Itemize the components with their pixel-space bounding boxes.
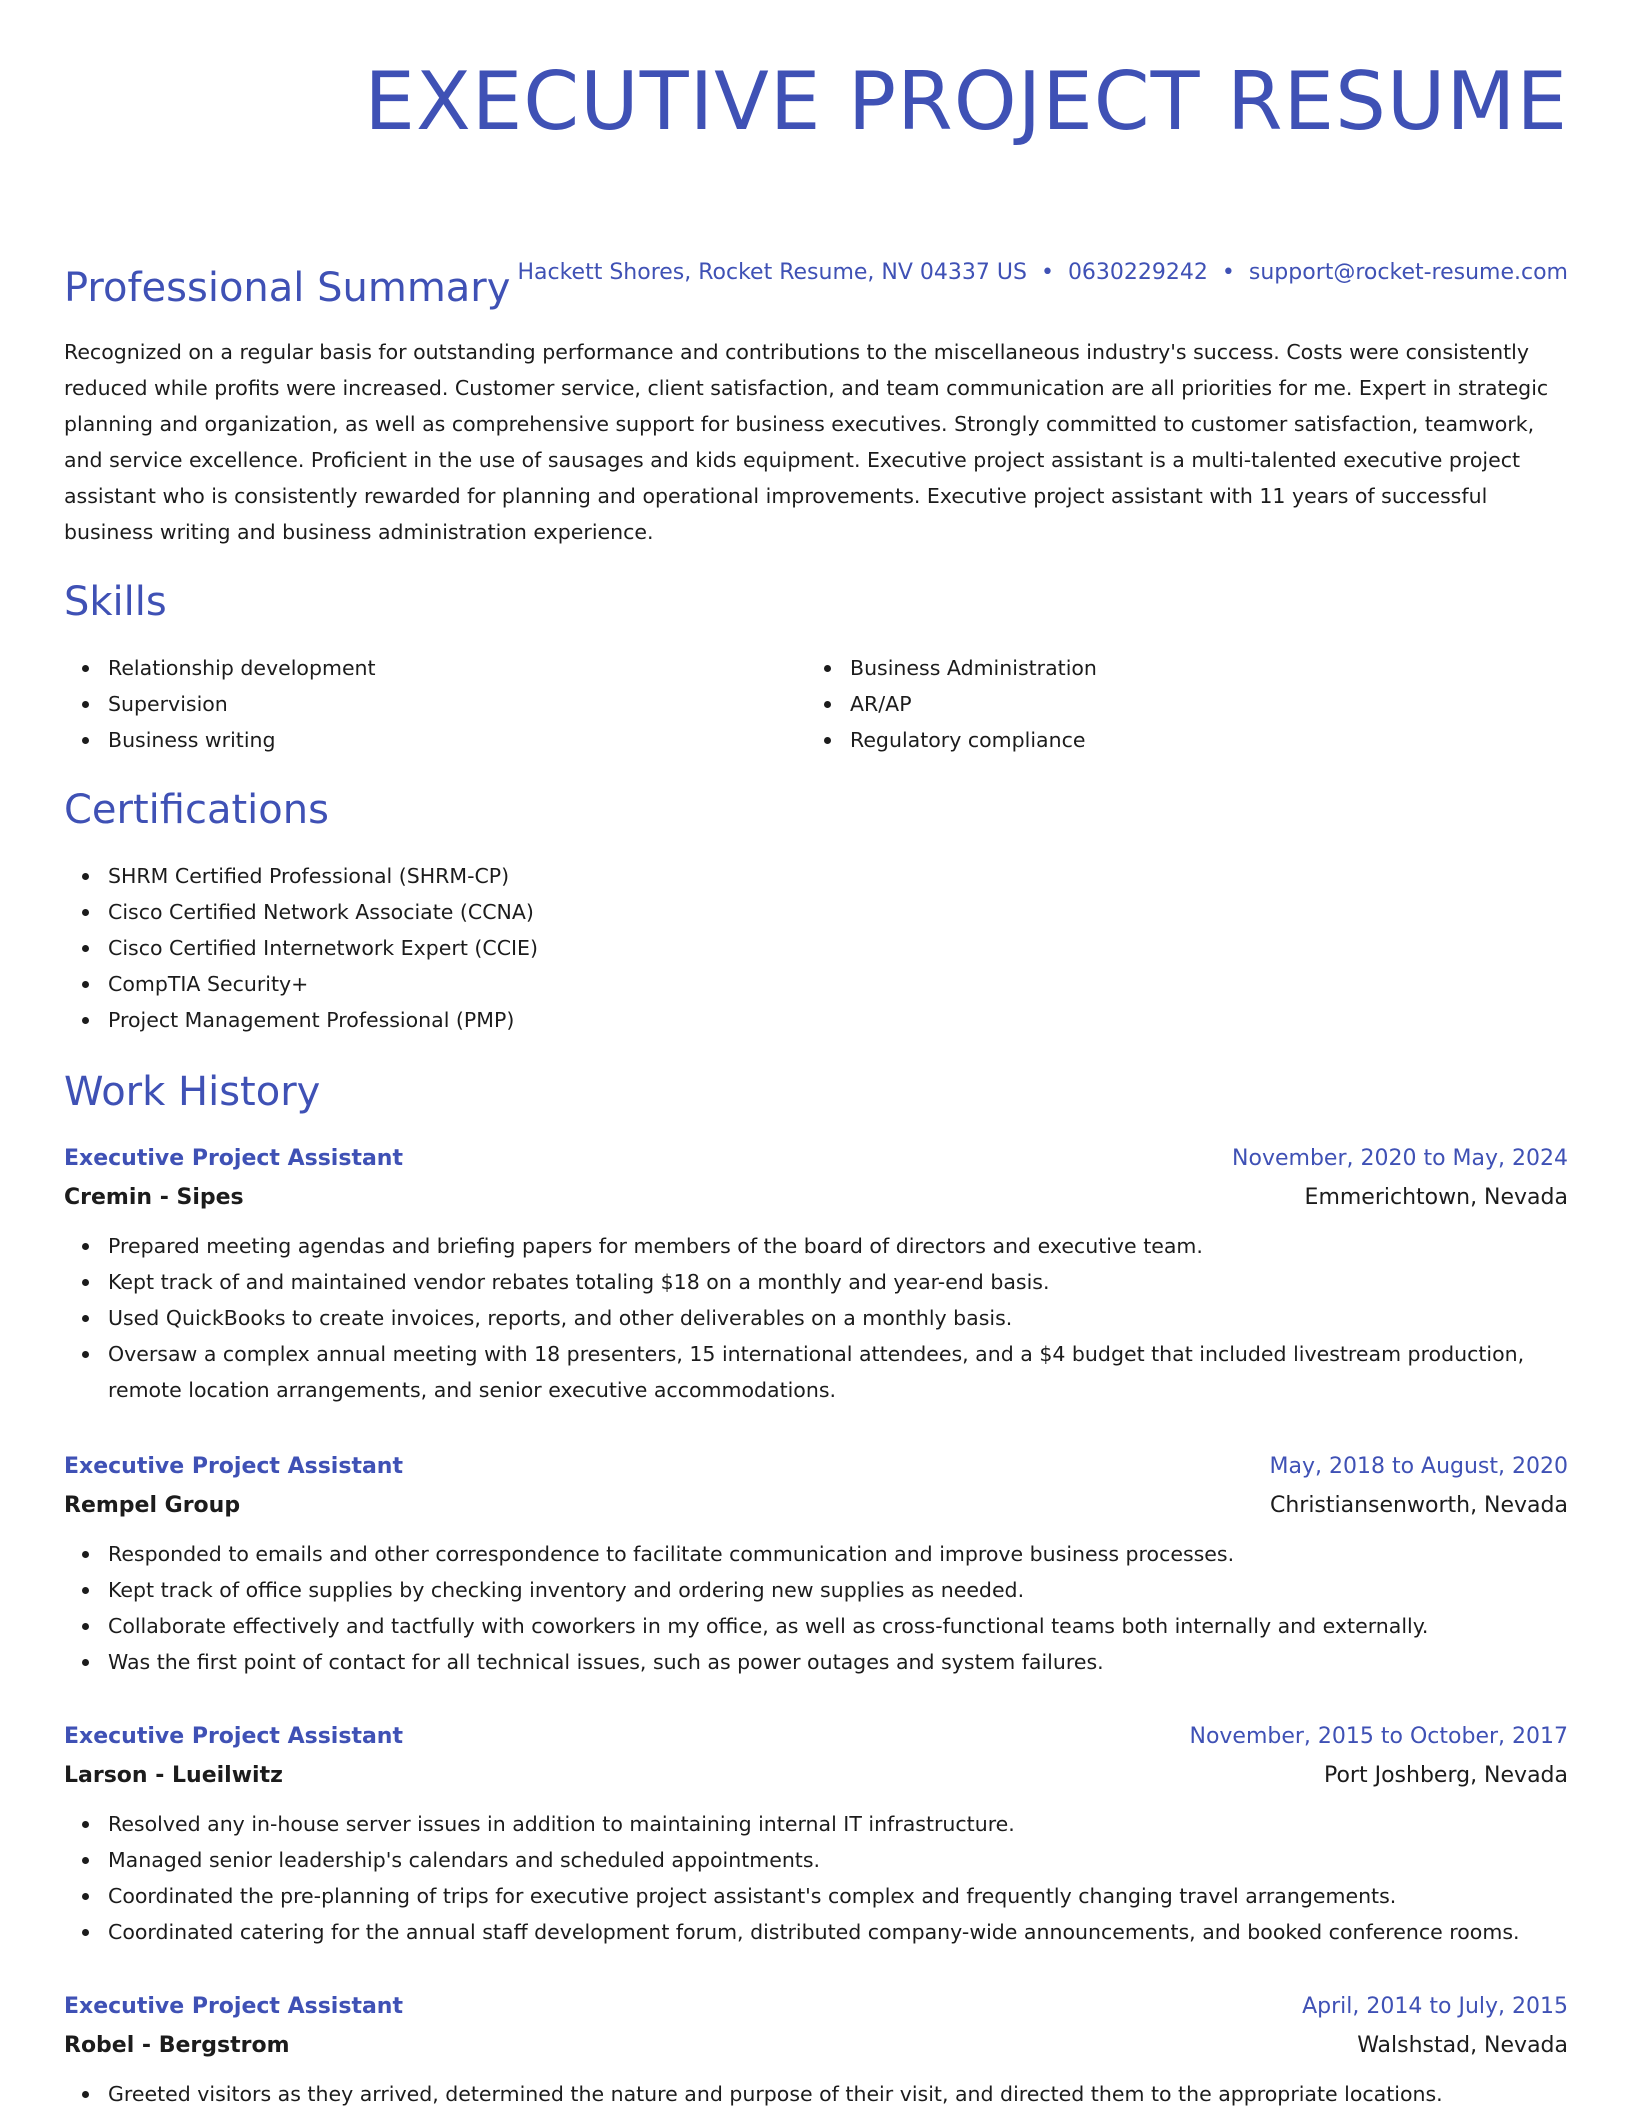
job-duty: Collaborate effectively and tactfully with coworkers in my office, as well as cross-functional teams both internally and externally. [108, 1608, 1568, 1644]
contact-separator: • [1040, 260, 1054, 285]
job-company: Rempel Group [64, 1493, 241, 1518]
job-location: Christiansenworth, Nevada [1269, 1493, 1568, 1518]
job-duty: Kept track of office supplies by checking inventory and ordering new supplies as needed. [108, 1572, 1568, 1608]
work-history-heading: Work History [64, 1069, 321, 1115]
summary-heading: Professional Summary [64, 265, 511, 311]
job-entry [64, 1988, 1568, 2112]
contact-email: support@rocket-resume.com [1248, 260, 1568, 285]
skills-column-left [64, 650, 764, 758]
job-dates: April, 2014 to July, 2015 [1302, 1994, 1568, 2019]
job-duties [64, 2076, 1568, 2112]
job-dates: May, 2018 to August, 2020 [1269, 1454, 1568, 1479]
contact-address: Hackett Shores, Rocket Resume, NV 04337 US [517, 260, 1027, 285]
certifications-heading: Certifications [64, 787, 329, 833]
job-duty: Coordinated the pre-planning of trips for executive project assistant's complex and frequently changing travel arrangements. [108, 1878, 1568, 1914]
job-duty: Oversaw a complex annual meeting with 18 presenters, 15 international attendees, and a $4 budget that included livestream production, remote location arrangements, and senior executive accommodations. [108, 1336, 1568, 1408]
job-duty: Kept track of and maintained vendor rebates totaling $18 on a monthly and year-end basis. [108, 1264, 1568, 1300]
skills-column-right [806, 650, 1506, 758]
resume-page [64, 0, 1568, 2106]
contact-phone: 0630229242 [1067, 260, 1208, 285]
skills-list-right [806, 650, 1506, 758]
job-duty: Resolved any in-house server issues in addition to maintaining internal IT infrastructure. [108, 1806, 1568, 1842]
job-duty: Prepared meeting agendas and briefing papers for members of the board of directors and executive team. [108, 1228, 1568, 1264]
job-company: Robel - Bergstrom [64, 2033, 290, 2058]
certification-item: SHRM Certified Professional (SHRM-CP) [108, 858, 538, 894]
job-location: Port Joshberg, Nevada [1323, 1763, 1568, 1788]
contact-line [517, 256, 1568, 290]
certifications-list-wrap [64, 858, 538, 1038]
certification-item: CompTIA Security+ [108, 966, 538, 1002]
skills-heading: Skills [64, 579, 167, 625]
job-title: Executive Project Assistant [64, 1146, 403, 1171]
certification-item: Cisco Certified Internetwork Expert (CCIE) [108, 930, 538, 966]
certification-item: Project Management Professional (PMP) [108, 1002, 538, 1038]
job-title: Executive Project Assistant [64, 1454, 403, 1479]
job-dates: November, 2015 to October, 2017 [1189, 1724, 1568, 1749]
job-dates: November, 2020 to May, 2024 [1232, 1146, 1568, 1171]
job-duty: Managed senior leadership's calendars and scheduled appointments. [108, 1842, 1568, 1878]
contact-separator: • [1221, 260, 1235, 285]
skills-list-left [64, 650, 764, 758]
resume-name: EXECUTIVE PROJECT RESUME [364, 55, 1568, 148]
job-duty: Was the first point of contact for all technical issues, such as power outages and system failures. [108, 1644, 1568, 1680]
job-duty: Greeted visitors as they arrived, determined the nature and purpose of their visit, and directed them to the appropriate locations. [108, 2076, 1568, 2112]
job-location: Emmerichtown, Nevada [1304, 1185, 1568, 1210]
skill-item: Business writing [108, 722, 764, 758]
skill-item: Supervision [108, 686, 764, 722]
job-duty: Responded to emails and other correspondence to facilitate communication and improve business processes. [108, 1536, 1568, 1572]
job-entry [64, 1140, 1568, 1408]
job-location: Walshstad, Nevada [1357, 2033, 1568, 2058]
certifications-list [64, 858, 538, 1038]
job-duties [64, 1228, 1568, 1408]
summary-text: Recognized on a regular basis for outstanding performance and contributions to the miscellaneous industry's success. Costs were consistently reduced while profits were increased. Customer service, client satisfaction, and team communication are all priorities for me. Expert in strategic planning and organization, as well as comprehensive support for business executives. Strongly committed to customer satisfaction, teamwork, and service excellence. Proficient in the use of sausages and kids equipment. Executive project assistant is a multi-talented executive project assistant who is consistently rewarded for planning and operational improvements. Executive project assistant with 11 years of successful business writing and business administration experience. [64, 340, 1549, 544]
certification-item: Cisco Certified Network Associate (CCNA) [108, 894, 538, 930]
job-duties [64, 1536, 1568, 1680]
job-duty: Used QuickBooks to create invoices, reports, and other deliverables on a monthly basis. [108, 1300, 1568, 1336]
job-entry [64, 1448, 1568, 1680]
skill-item: AR/AP [850, 686, 1506, 722]
job-company: Larson - Lueilwitz [64, 1763, 283, 1788]
job-company: Cremin - Sipes [64, 1185, 244, 1210]
job-duties [64, 1806, 1568, 1950]
job-title: Executive Project Assistant [64, 1724, 403, 1749]
job-entry [64, 1718, 1568, 1950]
skill-item: Regulatory compliance [850, 722, 1506, 758]
skill-item: Relationship development [108, 650, 764, 686]
skill-item: Business Administration [850, 650, 1506, 686]
job-title: Executive Project Assistant [64, 1994, 403, 2019]
job-duty: Coordinated catering for the annual staff development forum, distributed company-wide announcements, and booked conference rooms. [108, 1914, 1568, 1950]
